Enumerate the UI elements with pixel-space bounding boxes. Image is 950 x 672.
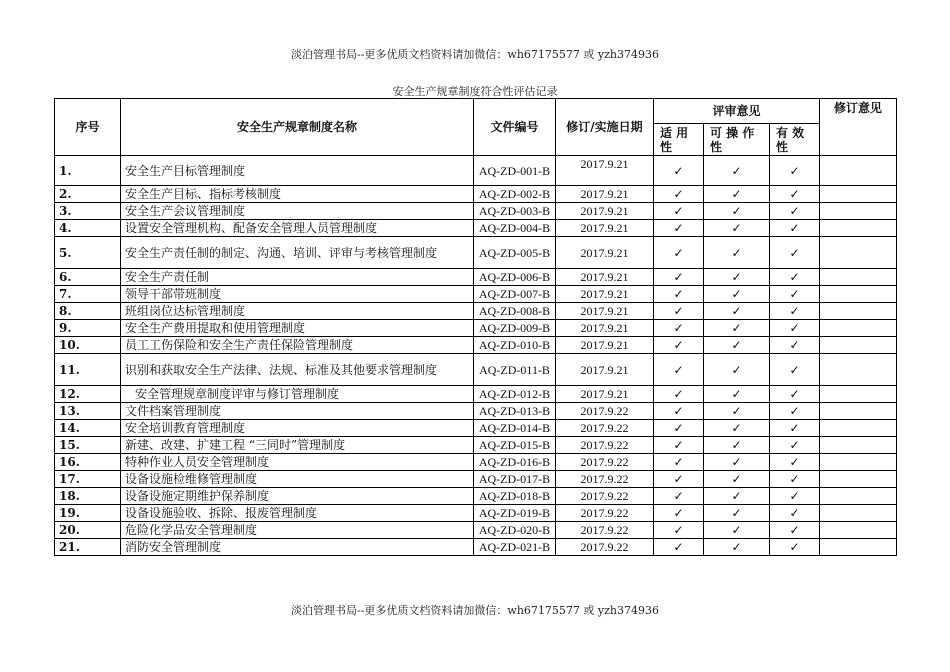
regulation-name: 领导干部带班制度	[121, 286, 474, 303]
footer-note: 淡泊管理书局--更多优质文档资料请加微信：wh67175577 或 yzh374936	[291, 604, 659, 617]
revision-opinion	[820, 220, 897, 237]
row-number: 6.	[55, 269, 121, 286]
applicable-check: ✓	[654, 354, 704, 386]
table-row	[55, 454, 897, 471]
applicable-check: ✓	[654, 186, 704, 203]
revision-date: 2017.9.22	[556, 403, 654, 420]
revision-date: 2017.9.22	[556, 437, 654, 454]
revision-opinion	[820, 522, 897, 539]
table-row	[55, 220, 897, 237]
revision-opinion	[820, 420, 897, 437]
document-code: AQ-ZD-016-B	[474, 454, 556, 471]
applicable-check: ✓	[654, 156, 704, 186]
operable-check: ✓	[704, 539, 770, 556]
column-header-operable: 可 操 作 性	[704, 124, 770, 156]
table-row	[55, 186, 897, 203]
column-header-applicable: 适 用 性	[654, 124, 704, 156]
revision-opinion	[820, 186, 897, 203]
operable-check: ✓	[704, 286, 770, 303]
table-row	[55, 354, 897, 386]
revision-opinion	[820, 337, 897, 354]
operable-check: ✓	[704, 303, 770, 320]
row-number: 10.	[55, 337, 121, 354]
revision-date: 2017.9.21	[556, 354, 654, 386]
applicable-check: ✓	[654, 454, 704, 471]
applicable-check: ✓	[654, 220, 704, 237]
applicable-check: ✓	[654, 337, 704, 354]
effective-check: ✓	[770, 269, 820, 286]
operable-check: ✓	[704, 337, 770, 354]
regulation-name: 安全生产会议管理制度	[121, 203, 474, 220]
revision-opinion	[820, 354, 897, 386]
revision-opinion	[820, 386, 897, 403]
revision-date: 2017.9.21	[556, 269, 654, 286]
document-code: AQ-ZD-018-B	[474, 488, 556, 505]
regulation-name: 安全生产目标、指标考核制度	[121, 186, 474, 203]
document-code: AQ-ZD-019-B	[474, 505, 556, 522]
applicable-check: ✓	[654, 539, 704, 556]
effective-check: ✓	[770, 539, 820, 556]
document-code: AQ-ZD-021-B	[474, 539, 556, 556]
document-code: AQ-ZD-004-B	[474, 220, 556, 237]
effective-check: ✓	[770, 437, 820, 454]
row-number: 2.	[55, 186, 121, 203]
revision-opinion	[820, 320, 897, 337]
revision-opinion	[820, 539, 897, 556]
applicable-check: ✓	[654, 269, 704, 286]
document-code: AQ-ZD-009-B	[474, 320, 556, 337]
revision-date: 2017.9.21	[556, 203, 654, 220]
operable-check: ✓	[704, 237, 770, 269]
effective-check: ✓	[770, 354, 820, 386]
table-row	[55, 420, 897, 437]
operable-check: ✓	[704, 203, 770, 220]
row-number: 20.	[55, 522, 121, 539]
operable-check: ✓	[704, 269, 770, 286]
applicable-check: ✓	[654, 386, 704, 403]
document-code: AQ-ZD-013-B	[474, 403, 556, 420]
table-row	[55, 437, 897, 454]
row-number: 13.	[55, 403, 121, 420]
row-number: 16.	[55, 454, 121, 471]
operable-check: ✓	[704, 454, 770, 471]
document-code: AQ-ZD-010-B	[474, 337, 556, 354]
row-number: 18.	[55, 488, 121, 505]
table-row	[55, 522, 897, 539]
revision-date: 2017.9.22	[556, 420, 654, 437]
regulation-name: 安全生产责任制	[121, 269, 474, 286]
effective-check: ✓	[770, 237, 820, 269]
effective-check: ✓	[770, 386, 820, 403]
table-row	[55, 403, 897, 420]
table-row	[55, 539, 897, 556]
effective-check: ✓	[770, 156, 820, 186]
applicable-check: ✓	[654, 303, 704, 320]
column-header-revision: 修订意见	[820, 99, 897, 156]
effective-check: ✓	[770, 303, 820, 320]
document-code: AQ-ZD-015-B	[474, 437, 556, 454]
operable-check: ✓	[704, 522, 770, 539]
document-code: AQ-ZD-017-B	[474, 471, 556, 488]
effective-check: ✓	[770, 488, 820, 505]
regulation-name: 安全培训教育管理制度	[121, 420, 474, 437]
regulation-name: 消防安全管理制度	[121, 539, 474, 556]
regulation-name: 设置安全管理机构、配备安全管理人员管理制度	[121, 220, 474, 237]
row-number: 9.	[55, 320, 121, 337]
document-code: AQ-ZD-012-B	[474, 386, 556, 403]
revision-opinion	[820, 203, 897, 220]
regulation-name: 班组岗位达标管理制度	[121, 303, 474, 320]
regulation-name: 安全生产目标管理制度	[121, 156, 474, 186]
regulation-name: 设备设施检维修管理制度	[121, 471, 474, 488]
effective-check: ✓	[770, 471, 820, 488]
document-code: AQ-ZD-003-B	[474, 203, 556, 220]
document-code: AQ-ZD-007-B	[474, 286, 556, 303]
applicable-check: ✓	[654, 420, 704, 437]
table-row	[55, 303, 897, 320]
regulation-name: 设备设施定期维护保养制度	[121, 488, 474, 505]
revision-opinion	[820, 488, 897, 505]
applicable-check: ✓	[654, 286, 704, 303]
table-row	[55, 203, 897, 220]
revision-opinion	[820, 471, 897, 488]
applicable-check: ✓	[654, 403, 704, 420]
column-header-effective: 有 效 性	[770, 124, 820, 156]
row-number: 15.	[55, 437, 121, 454]
table-body	[55, 156, 897, 556]
row-number: 1.	[55, 156, 121, 186]
effective-check: ✓	[770, 203, 820, 220]
revision-date: 2017.9.21	[556, 320, 654, 337]
row-number: 14.	[55, 420, 121, 437]
table-row	[55, 488, 897, 505]
revision-date: 2017.9.21	[556, 386, 654, 403]
revision-opinion	[820, 269, 897, 286]
effective-check: ✓	[770, 220, 820, 237]
effective-check: ✓	[770, 337, 820, 354]
revision-date: 2017.9.22	[556, 539, 654, 556]
regulation-name: 新建、改建、扩建工程 “三同时”管理制度	[121, 437, 474, 454]
regulation-name: 危险化学品安全管理制度	[121, 522, 474, 539]
table-row	[55, 237, 897, 269]
revision-opinion	[820, 156, 897, 186]
revision-opinion	[820, 303, 897, 320]
revision-date: 2017.9.22	[556, 505, 654, 522]
table-row	[55, 286, 897, 303]
table-row	[55, 505, 897, 522]
row-number: 7.	[55, 286, 121, 303]
document-code: AQ-ZD-008-B	[474, 303, 556, 320]
regulation-name: 特种作业人员安全管理制度	[121, 454, 474, 471]
revision-date: 2017.9.21	[556, 303, 654, 320]
effective-check: ✓	[770, 454, 820, 471]
row-number: 21.	[55, 539, 121, 556]
evaluation-table	[54, 98, 897, 556]
document-code: AQ-ZD-020-B	[474, 522, 556, 539]
document-code: AQ-ZD-001-B	[474, 156, 556, 186]
operable-check: ✓	[704, 505, 770, 522]
operable-check: ✓	[704, 354, 770, 386]
document-code: AQ-ZD-006-B	[474, 269, 556, 286]
revision-date: 2017.9.21	[556, 237, 654, 269]
revision-date: 2017.9.22	[556, 488, 654, 505]
document-code: AQ-ZD-014-B	[474, 420, 556, 437]
document-title: 安全生产规章制度符合性评估记录	[392, 85, 558, 98]
regulation-name: 安全生产费用提取和使用管理制度	[121, 320, 474, 337]
applicable-check: ✓	[654, 237, 704, 269]
revision-opinion	[820, 403, 897, 420]
effective-check: ✓	[770, 522, 820, 539]
revision-date: 2017.9.21	[556, 156, 654, 186]
table-row	[55, 337, 897, 354]
column-header-review: 评审意见	[654, 99, 820, 124]
regulation-name: 识别和获取安全生产法律、法规、标准及其他要求管理制度	[121, 354, 474, 386]
effective-check: ✓	[770, 286, 820, 303]
applicable-check: ✓	[654, 320, 704, 337]
regulation-name: 员工工伤保险和安全生产责任保险管理制度	[121, 337, 474, 354]
column-header-name: 安全生产规章制度名称	[121, 99, 474, 156]
revision-date: 2017.9.22	[556, 471, 654, 488]
regulation-name: 安全生产责任制的制定、沟通、培训、评审与考核管理制度	[121, 237, 474, 269]
table-row	[55, 156, 897, 186]
regulation-name: 文件档案管理制度	[121, 403, 474, 420]
row-number: 12.	[55, 386, 121, 403]
applicable-check: ✓	[654, 488, 704, 505]
column-header-code: 文件编号	[474, 99, 556, 156]
operable-check: ✓	[704, 403, 770, 420]
revision-opinion	[820, 286, 897, 303]
row-number: 3.	[55, 203, 121, 220]
table-row	[55, 269, 897, 286]
document-code: AQ-ZD-005-B	[474, 237, 556, 269]
effective-check: ✓	[770, 420, 820, 437]
operable-check: ✓	[704, 471, 770, 488]
applicable-check: ✓	[654, 437, 704, 454]
revision-opinion	[820, 454, 897, 471]
row-number: 17.	[55, 471, 121, 488]
table-row	[55, 471, 897, 488]
revision-date: 2017.9.22	[556, 522, 654, 539]
revision-date: 2017.9.21	[556, 286, 654, 303]
regulation-name: 设备设施验收、拆除、报废管理制度	[121, 505, 474, 522]
effective-check: ✓	[770, 186, 820, 203]
operable-check: ✓	[704, 437, 770, 454]
revision-opinion	[820, 237, 897, 269]
column-header-date: 修订/实施日期	[556, 99, 654, 156]
effective-check: ✓	[770, 320, 820, 337]
column-header-seq: 序号	[55, 99, 121, 156]
operable-check: ✓	[704, 420, 770, 437]
operable-check: ✓	[704, 386, 770, 403]
operable-check: ✓	[704, 488, 770, 505]
document-code: AQ-ZD-002-B	[474, 186, 556, 203]
revision-date: 2017.9.21	[556, 337, 654, 354]
applicable-check: ✓	[654, 522, 704, 539]
operable-check: ✓	[704, 320, 770, 337]
effective-check: ✓	[770, 403, 820, 420]
applicable-check: ✓	[654, 505, 704, 522]
row-number: 19.	[55, 505, 121, 522]
row-number: 11.	[55, 354, 121, 386]
document-code: AQ-ZD-011-B	[474, 354, 556, 386]
row-number: 5.	[55, 237, 121, 269]
row-number: 8.	[55, 303, 121, 320]
regulation-name: 安全管理规章制度评审与修订管理制度	[121, 386, 474, 403]
revision-date: 2017.9.22	[556, 454, 654, 471]
table-header-row	[55, 99, 897, 124]
operable-check: ✓	[704, 156, 770, 186]
applicable-check: ✓	[654, 471, 704, 488]
operable-check: ✓	[704, 220, 770, 237]
applicable-check: ✓	[654, 203, 704, 220]
header-note: 淡泊管理书局--更多优质文档资料请加微信：wh67175577 或 yzh374936	[291, 48, 659, 61]
table-row	[55, 320, 897, 337]
operable-check: ✓	[704, 186, 770, 203]
effective-check: ✓	[770, 505, 820, 522]
revision-date: 2017.9.21	[556, 186, 654, 203]
revision-opinion	[820, 437, 897, 454]
revision-date: 2017.9.21	[556, 220, 654, 237]
row-number: 4.	[55, 220, 121, 237]
revision-opinion	[820, 505, 897, 522]
table-row	[55, 386, 897, 403]
